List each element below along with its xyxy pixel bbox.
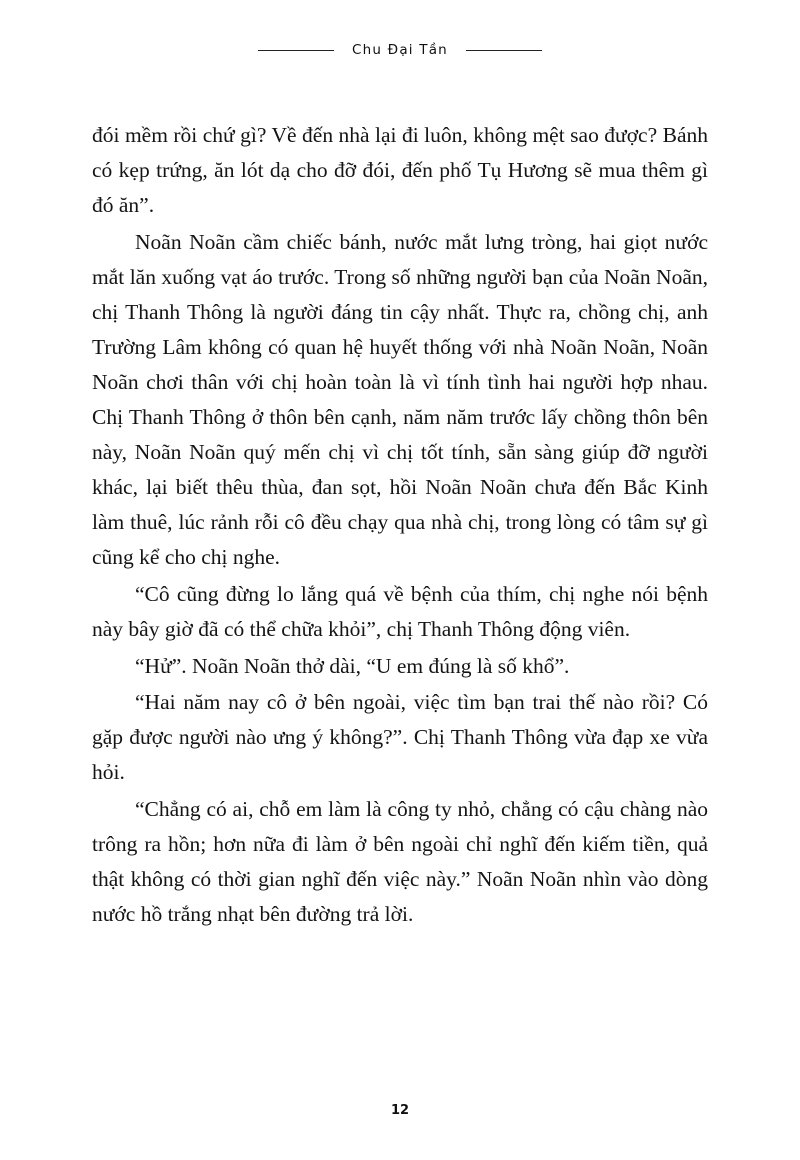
paragraph: “Cô cũng đừng lo lắng quá về bệnh của thím, chị nghe nói bệnh này bây giờ đã có thể chữa khỏi”, chị Thanh Thông động viên. [92,581,708,641]
rule-right-icon [466,50,542,51]
running-head [0,42,800,58]
paragraph: “Hử”. Noãn Noãn thở dài, “U em đúng là số khổ”. [135,653,570,678]
page-number: 12 [390,1103,410,1118]
paragraph: Noãn Noãn cầm chiếc bánh, nước mắt lưng tròng, hai giọt nước mắt lăn xuống vạt áo trước. Trong số những người bạn của Noãn Noãn, chị Thanh Thông là người đáng tin cậy nhất. Thực ra, chồng chị, anh Trường Lâm không có quan hệ huyết thống với nhà Noãn Noãn, Noãn Noãn chơi thân với chị hoàn toàn là vì tính tình hai người hợp nhau. Chị Thanh Thông ở thôn bên cạnh, năm năm trước lấy chồng thôn bên này, Noãn Noãn quý mến chị vì chị tốt tính, sẵn sàng giúp đỡ người khác, lại biết thêu thùa, đan sọt, hồi Noãn Noãn chưa đến Bắc Kinh làm thuê, lúc rảnh rỗi cô đều chạy qua nhà chị, trong lòng có tâm sự gì cũng kể cho chị nghe. [92,229,708,570]
rule-left-icon [258,50,334,51]
body-text [92,118,708,934]
paragraph: “Hai năm nay cô ở bên ngoài, việc tìm bạn trai thế nào rồi? Có gặp được người nào ưng ý không?”. Chị Thanh Thông vừa đạp xe vừa hỏi. [92,690,708,785]
running-head-title: Chu Đại Tần [352,42,448,58]
paragraph: đói mềm rồi chứ gì? Về đến nhà lại đi luôn, không mệt sao được? Bánh có kẹp trứng, ăn lót dạ cho đỡ đói, đến phố Tụ Hương sẽ mua thêm gì đó ăn”. [92,123,708,218]
paragraph: “Chẳng có ai, chỗ em làm là công ty nhỏ, chẳng có cậu chàng nào trông ra hồn; hơn nữa đi làm ở bên ngoài chỉ nghĩ đến kiếm tiền, quả thật không có thời gian nghĩ đến việc này.” Noãn Noãn nhìn vào dòng nước hồ trắng nhạt bên đường trả lời. [92,797,708,927]
